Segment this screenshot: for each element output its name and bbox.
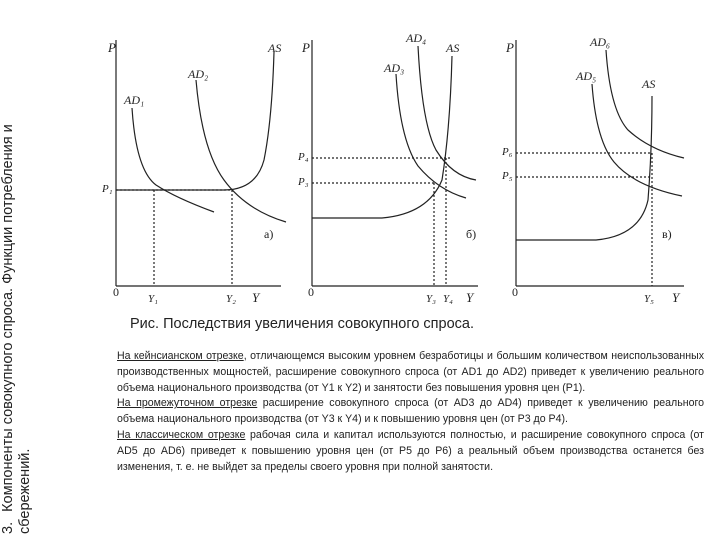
side-title-text <box>0 4 34 534</box>
panel-b-y4-label: Y₄ <box>443 293 453 305</box>
panel-c-p6-label: P₆ <box>502 146 513 158</box>
panel-a-p1-label: P₁ <box>102 183 113 195</box>
panel-c-ad6-label: AD₆ <box>590 35 611 49</box>
panel-b-as-label: AS <box>446 41 460 55</box>
classical-text: рабочая сила и капитал используются полностью, и расширение совокупного спроса (от AD5 до AD6) приведет к повышению уровня цен (от P5 до P6) а реальный объем производства останется без изменения, т. е. не выйдет за пределы своего уровня при полной занятости. <box>117 428 704 473</box>
panel-c-tag: в) <box>662 227 672 241</box>
panel-b-ad3-label: AD₃ <box>384 61 405 75</box>
panel-b-ad3-curve <box>396 74 466 198</box>
panel-c-origin: 0 <box>512 285 518 299</box>
panel-a-ad1-label: AD₁ <box>124 93 145 107</box>
keynesian-lead: На кейнсианском отрезке <box>117 350 244 362</box>
side-title-line1: Компоненты совокупного спроса. Функции потребления и <box>0 124 16 512</box>
panel-a-y1-label: Y₁ <box>148 293 158 305</box>
figure-caption: Рис. Последствия увеличения совокупного спроса. <box>130 316 474 332</box>
keynesian-text: , отличающемся высоким уровнем безработицы и большим количеством неиспользованных производственных мощностей, расширение совокупного спроса (от AD1 до AD2) приведет к увеличению реального объема национального производства (от Y1 к Y2) и занятости без повышения уровня цен (P1). <box>117 350 704 394</box>
ad-as-figure <box>96 0 716 312</box>
ad-as-diagram <box>96 0 716 312</box>
panel-a-y2-label: Y₂ <box>226 293 236 305</box>
panel-c-y-label: Y <box>672 290 680 305</box>
panel-a-origin: 0 <box>113 285 119 299</box>
paragraph-keynesian <box>117 349 704 396</box>
panel-b-ad4-label: AD₄ <box>406 31 427 45</box>
panel-c-y5-label: Y₅ <box>644 293 654 305</box>
panel-b-p-label: P <box>302 40 310 55</box>
classical-lead: На классическом отрезке <box>117 428 246 441</box>
panel-a-y-label: Y <box>252 290 260 305</box>
panel-b-y-label: Y <box>466 290 474 305</box>
panel-c-ad6-curve <box>606 50 684 158</box>
side-title <box>0 0 80 540</box>
panel-c-ad5-label: AD₅ <box>576 69 597 83</box>
paragraph-classical <box>117 428 704 475</box>
panel-c-p5-label: P₅ <box>502 170 513 182</box>
panel-c-p-label: P <box>506 40 514 55</box>
section-number: 3. <box>0 521 16 534</box>
panel-a-as-label: AS <box>268 41 282 55</box>
explanation-text <box>117 349 704 475</box>
paragraph-intermediate <box>117 396 704 428</box>
panel-b-p4-label: P₄ <box>298 151 309 163</box>
intermediate-lead: На промежуточном отрезке <box>117 397 258 410</box>
side-title-line2: сбережений. <box>17 448 33 534</box>
panel-b-y3-label: Y₃ <box>426 293 436 305</box>
panel-b <box>312 40 478 286</box>
panel-c-as-curve <box>516 96 652 240</box>
panel-c <box>516 40 684 286</box>
panel-b-ad4-curve <box>418 46 476 180</box>
panel-b-tag: б) <box>466 227 477 241</box>
panel-a-ad2-curve <box>196 80 286 222</box>
panel-b-p3-label: P₃ <box>298 176 309 188</box>
panel-b-origin: 0 <box>308 285 314 299</box>
panel-a-ad2-label: AD₂ <box>188 67 209 81</box>
panel-c-as-label: AS <box>642 77 656 91</box>
panel-a-p-label: P <box>108 40 116 55</box>
panel-a-tag: а) <box>264 227 274 241</box>
panel-c-ad5-curve <box>592 84 682 196</box>
intermediate-text: расширение совокупного спроса (от AD3 до AD4) приведет к увеличению реального объема национального производства (от Y3 к Y4) и к повышению уровня цен (от P3 до P4). <box>117 397 704 426</box>
